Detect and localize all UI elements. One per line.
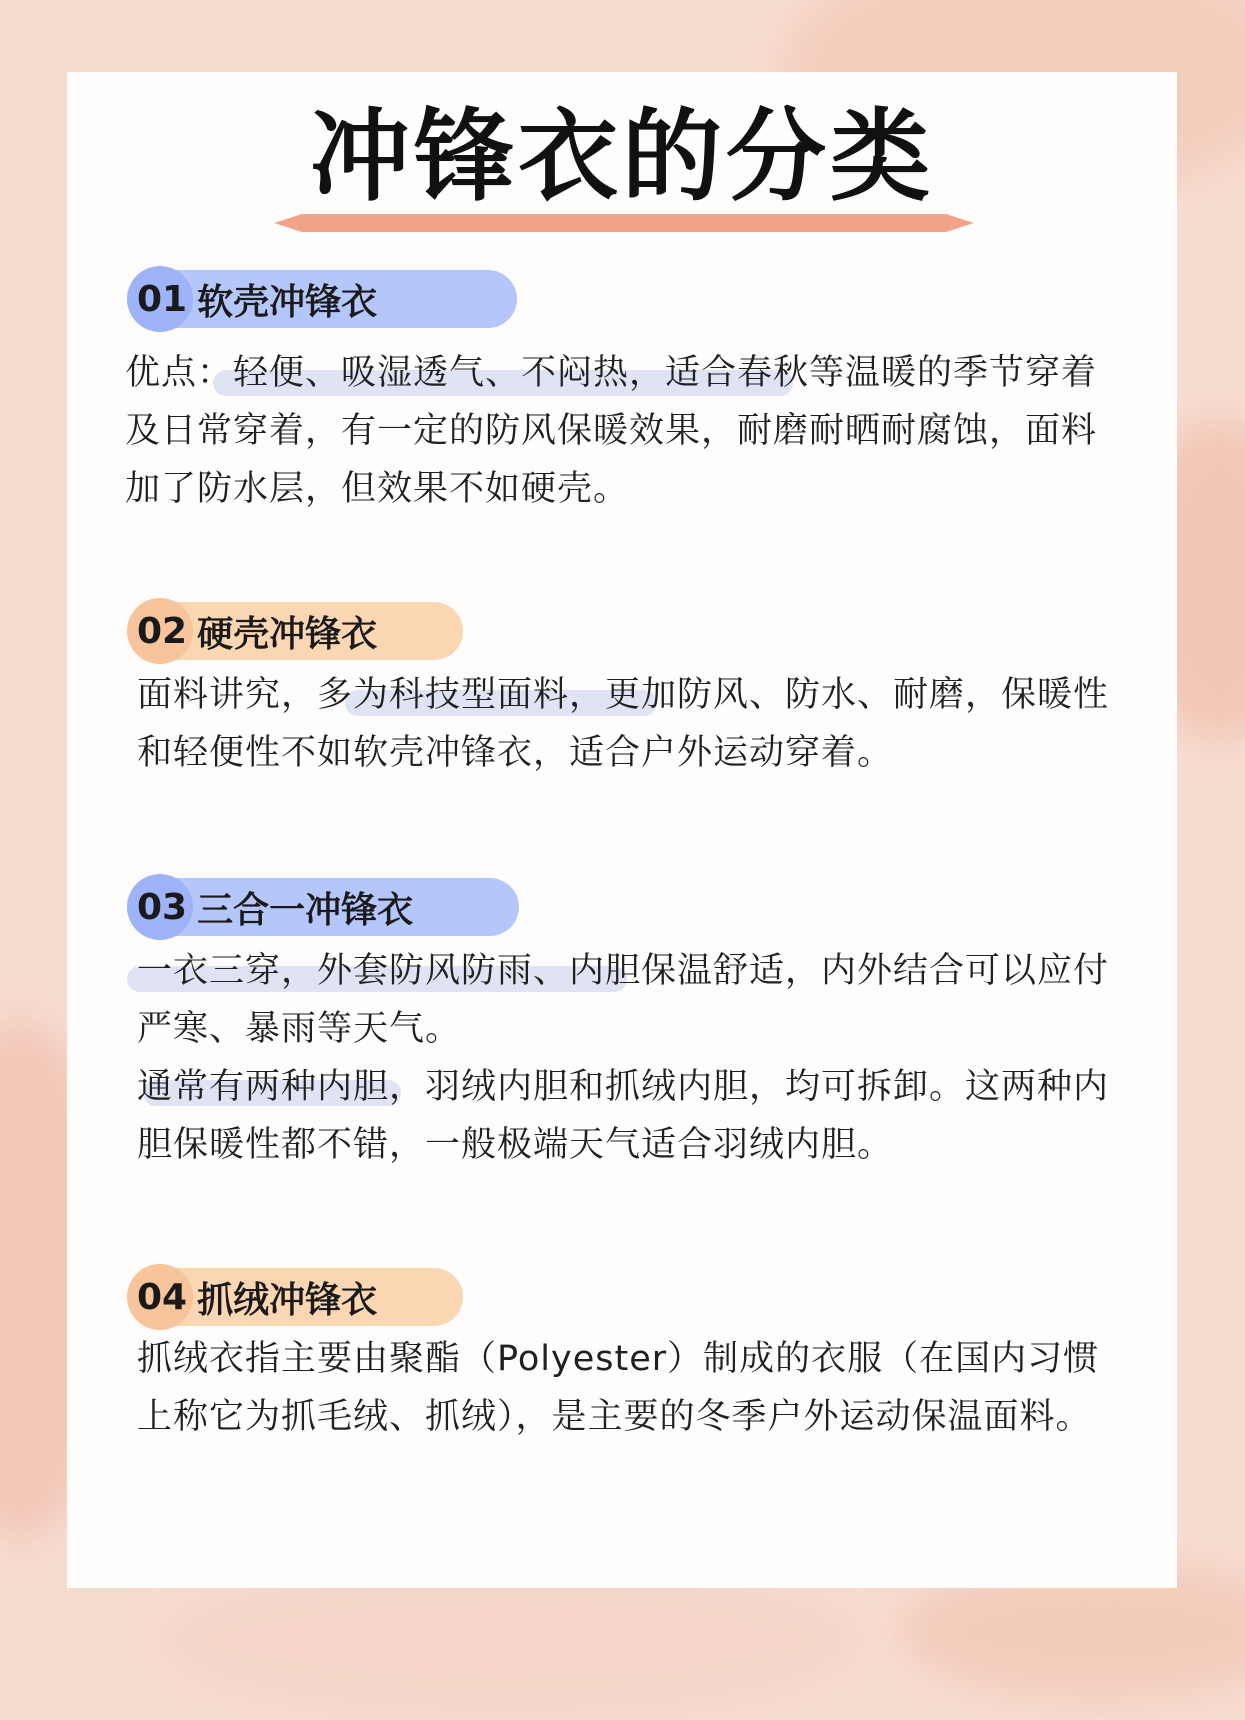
- section-body-03: [137, 942, 1127, 1174]
- section-number: 04: [137, 1276, 188, 1318]
- section-title: 抓绒冲锋衣: [197, 1279, 378, 1321]
- section-number: 03: [137, 886, 188, 928]
- section-body-01: [125, 344, 1115, 518]
- section-title: 三合一冲锋衣: [197, 889, 414, 931]
- content-card: [67, 72, 1177, 1588]
- title-block: [67, 86, 1177, 296]
- section-number: 01: [137, 278, 188, 320]
- page-title: 冲锋衣的分类: [310, 97, 934, 215]
- paragraph: 抓绒衣指主要由聚酯（Polyester）制成的衣服（在国内习惯上称它为抓毛绒、抓绒），是主要的冬季户外运动保温面料。: [137, 1339, 1100, 1437]
- section-body-02: [137, 666, 1127, 782]
- paragraph: 优点：轻便、吸湿透气、不闷热，适合春秋等温暖的季节穿着及日常穿着，有一定的防风保暖效果，耐磨耐晒耐腐蚀，面料加了防水层，但效果不如硬壳。: [125, 353, 1098, 509]
- section-heading-01: [127, 270, 517, 328]
- section-number: 02: [137, 610, 188, 652]
- section-heading-03: [127, 878, 519, 936]
- section-heading-02: [127, 602, 463, 660]
- section-title: 软壳冲锋衣: [197, 281, 378, 323]
- paragraph: 一衣三穿，外套防风防雨、内胆保温舒适，内外结合可以应付严寒、暴雨等天气。: [137, 951, 1110, 1049]
- section-title: 硬壳冲锋衣: [197, 613, 378, 655]
- paragraph: 面料讲究，多为科技型面料，更加防风、防水、耐磨，保暖性和轻便性不如软壳冲锋衣，适合户外运动穿着。: [137, 675, 1110, 773]
- paragraph: 通常有两种内胆，羽绒内胆和抓绒内胆，均可拆卸。这两种内胆保暖性都不错，一般极端天气适合羽绒内胆。: [137, 1067, 1110, 1165]
- section-heading-04: [127, 1268, 463, 1326]
- section-body-04: [137, 1330, 1127, 1446]
